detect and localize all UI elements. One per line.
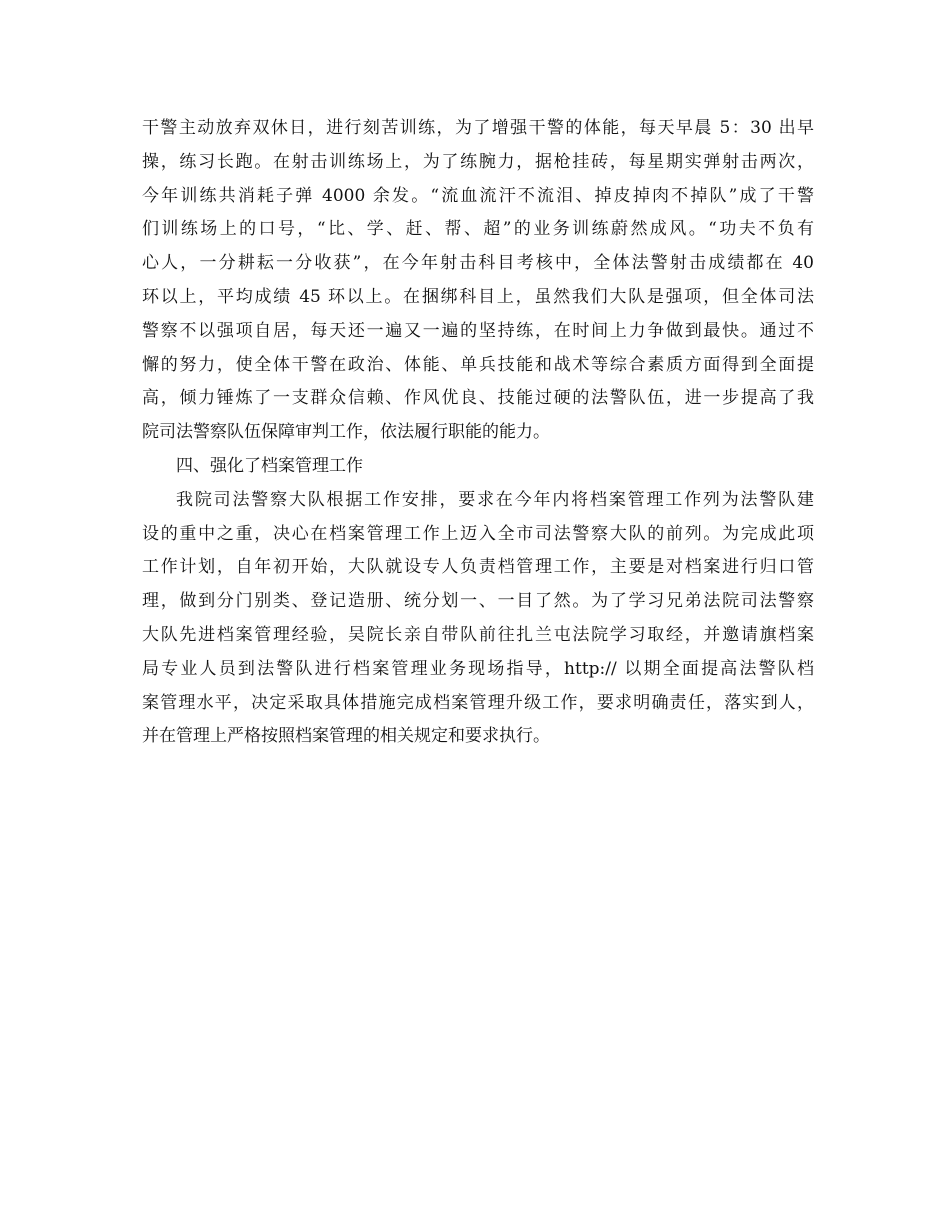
- paragraph-1-line-8: 懈的努力，使全体干警在政治、体能、单兵技能和战术等综合素质方面得到全面提: [142, 354, 814, 375]
- paragraph-1-line-10: 院司法警察队伍保障审判工作，依法履行职能的能力。: [142, 422, 550, 443]
- paragraph-1-line-2: 操，练习长跑。在射击训练场上，为了练腕力，据枪挂砖，每星期实弹射击两次，: [142, 151, 814, 172]
- paragraph-2-line-5: 大队先进档案管理经验，吴院长亲自带队前往扎兰屯法院学习取经，并邀请旗档案: [142, 624, 814, 645]
- paragraph-1-line-7: 警察不以强项自居，每天还一遍又一遍的坚持练，在时间上力争做到最快。通过不: [142, 320, 814, 341]
- paragraph-2-line-1: 我院司法警察大队根据工作安排，要求在今年内将档案管理工作列为法警队建: [176, 489, 814, 510]
- paragraph-2-line-8: 并在管理上严格按照档案管理的相关规定和要求执行。: [142, 726, 550, 747]
- document-body: [142, 112, 814, 754]
- paragraph-1-line-3: 今年训练共消耗子弹 4000 余发。“流血流汗不流泪、掉皮掉肉不掉队”成了干警: [142, 185, 814, 206]
- paragraph-2-line-2: 设的重中之重，决心在档案管理工作上迈入全市司法警察大队的前列。为完成此项: [142, 523, 814, 544]
- paragraph-2-line-6: 局专业人员到法警队进行档案管理业务现场指导，http:// 以期全面提高法警队档: [142, 658, 814, 679]
- paragraph-1-line-9: 高，倾力锤炼了一支群众信赖、作风优良、技能过硬的法警队伍，进一步提高了我: [142, 388, 814, 409]
- paragraph-1-line-1: 干警主动放弃双休日，进行刻苦训练，为了增强干警的体能，每天早晨 5：30 出早: [142, 118, 814, 138]
- paragraph-1-line-5: 心人，一分耕耘一分收获”，在今年射击科目考核中，全体法警射击成绩都在 40: [142, 253, 814, 274]
- paragraph-1-line-4: 们训练场上的口号，“比、学、赶、帮、超”的业务训练蔚然成风。“功夫不负有: [142, 219, 814, 240]
- paragraph-1-line-6: 环以上，平均成绩 45 环以上。在捆绑科目上，虽然我们大队是强项，但全体司法: [142, 286, 814, 307]
- section-heading: 四、强化了档案管理工作: [176, 455, 363, 476]
- paragraph-2-line-4: 理，做到分门别类、登记造册、统分划一、一目了然。为了学习兄弟法院司法警察: [142, 591, 814, 612]
- paragraph-2-line-7: 案管理水平，决定采取具体措施完成档案管理升级工作，要求明确责任，落实到人，: [142, 692, 814, 713]
- paragraph-2-line-3: 工作计划，自年初开始，大队就设专人负责档管理工作，主要是对档案进行归口管: [142, 557, 814, 578]
